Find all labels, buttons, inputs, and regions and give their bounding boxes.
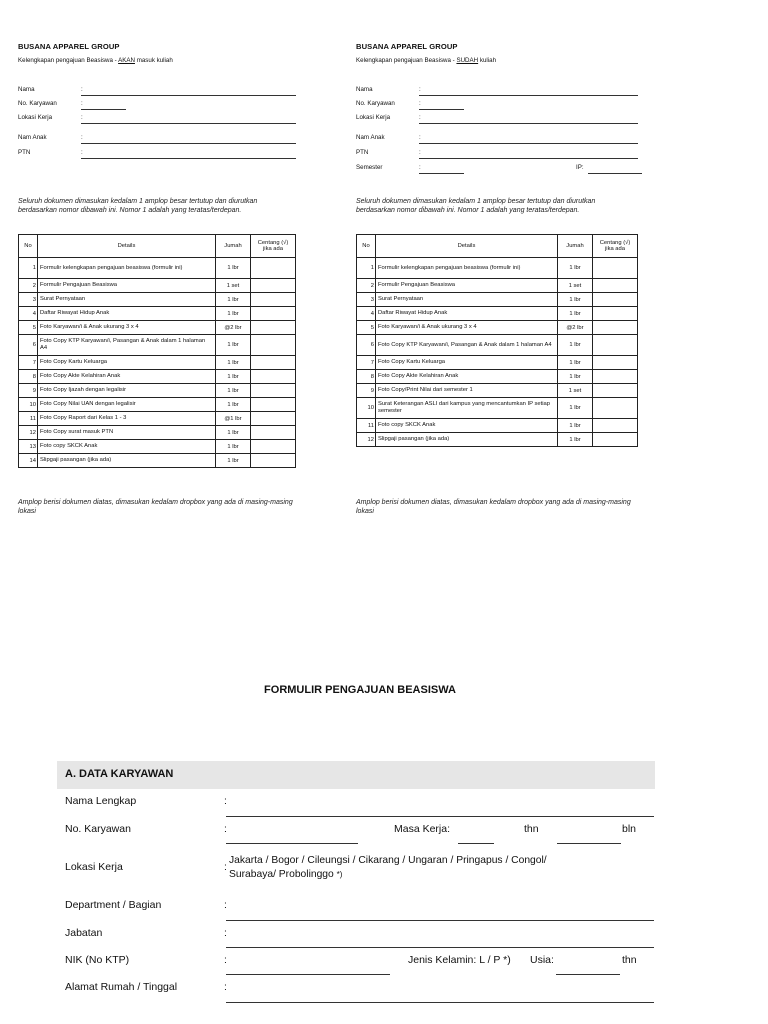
table-row: [357, 419, 638, 433]
row-number: 8: [357, 370, 376, 384]
input-masa-kerja-bln[interactable]: [557, 843, 621, 844]
label-department: Department / Bagian: [65, 899, 162, 911]
row-number: 11: [19, 412, 38, 426]
row-jumlah: 1 lbr: [216, 426, 251, 440]
label-lokasi-kerja: Lokasi Kerja: [65, 861, 123, 873]
row-jumlah: 1 lbr: [558, 370, 593, 384]
unit-bln: bln: [622, 823, 637, 835]
row-number: 12: [357, 433, 376, 447]
table-row: [357, 307, 638, 321]
row-checkbox[interactable]: [251, 279, 296, 293]
row-number: 13: [19, 440, 38, 454]
table-row: [357, 293, 638, 307]
row-checkbox[interactable]: [251, 321, 296, 335]
row-details: Surat Keterangan ASLI dari kampus yang mencantumkan IP setiap semester: [376, 398, 558, 419]
row-details: Surat Pernyataan: [38, 293, 216, 307]
input-no-karyawan[interactable]: [226, 843, 358, 844]
field-semester[interactable]: Semester :: [356, 164, 641, 174]
row-number: 7: [19, 356, 38, 370]
field-lokasi-kerja[interactable]: Lokasi Kerja :: [18, 114, 298, 124]
row-details: Foto copy SKCK Anak: [376, 419, 558, 433]
field-lokasi-kerja[interactable]: Lokasi Kerja :: [356, 114, 641, 124]
table-row: [357, 279, 638, 293]
row-jumlah: 1 lbr: [558, 356, 593, 370]
input-masa-kerja-thn[interactable]: [458, 843, 494, 844]
row-details: Foto Copy/Print Nilai dari semester 1: [376, 384, 558, 398]
footer-note: Amplop berisi dokumen diatas, dimasukan kedalam dropbox yang ada di masing-masing lokasi: [18, 499, 293, 515]
row-checkbox[interactable]: [251, 307, 296, 321]
label-alamat: Alamat Rumah / Tinggal: [65, 981, 178, 993]
row-jumlah: @1 lbr: [216, 412, 251, 426]
row-jumlah: 1 lbr: [216, 258, 251, 279]
row-details: Foto Copy Raport dari Kelas 1 - 3: [38, 412, 216, 426]
row-number: 9: [19, 384, 38, 398]
row-number: 4: [357, 307, 376, 321]
row-details: Foto Copy KTP Karyawan/i, Pasangan & Anak dalam 1 halaman A4: [376, 335, 558, 356]
row-number: 3: [357, 293, 376, 307]
table-row: [357, 433, 638, 447]
unit-thn: thn: [524, 823, 539, 835]
row-checkbox[interactable]: [251, 412, 296, 426]
row-jumlah: @2 lbr: [558, 321, 593, 335]
row-checkbox[interactable]: [251, 370, 296, 384]
input-department[interactable]: [226, 920, 654, 921]
row-checkbox[interactable]: [593, 370, 638, 384]
label-nik: NIK (No KTP): [65, 954, 130, 966]
table-row: [19, 335, 296, 356]
row-jumlah: 1 set: [216, 279, 251, 293]
input-jabatan[interactable]: [226, 947, 654, 948]
row-checkbox[interactable]: [593, 384, 638, 398]
row-number: 6: [19, 335, 38, 356]
table-row: [19, 426, 296, 440]
row-details: Foto Karyawan/i & Anak ukurang 3 x 4: [376, 321, 558, 335]
footer-note: Amplop berisi dokumen diatas, dimasukan kedalam dropbox yang ada di masing-masing lokasi: [356, 499, 631, 515]
table-row: [357, 384, 638, 398]
section-header: A. DATA KARYAWAN: [57, 761, 655, 789]
row-details: Formulir Pengajuan Beasiswa: [38, 279, 216, 293]
field-nama[interactable]: Nama :: [18, 86, 298, 96]
table-row: [357, 356, 638, 370]
row-number: 2: [19, 279, 38, 293]
row-jumlah: 1 lbr: [216, 335, 251, 356]
row-details: Slipgaji pasangan (jika ada): [38, 454, 216, 468]
table-row: [19, 279, 296, 293]
row-jumlah: 1 lbr: [558, 419, 593, 433]
row-jumlah: @2 lbr: [216, 321, 251, 335]
row-checkbox[interactable]: [593, 356, 638, 370]
header-centang: Centang (√) jika ada: [593, 235, 638, 258]
label-jabatan: Jabatan: [65, 927, 103, 939]
table-row: [357, 335, 638, 356]
row-checkbox[interactable]: [593, 307, 638, 321]
row-checkbox[interactable]: [593, 433, 638, 447]
instruction-note: Seluruh dokumen dimasukan kedalam 1 amplop besar tertutup dan diurutkan berdasarkan nomor dibawah ini. Nomor 1 adalah yang teratas/terdepan.: [18, 198, 258, 214]
table-row: [19, 454, 296, 468]
table-row: [19, 384, 296, 398]
field-ptn[interactable]: PTN :: [356, 149, 641, 159]
table-row: [19, 398, 296, 412]
row-details: Foto Copy Kartu Keluarga: [38, 356, 216, 370]
row-jumlah: 1 lbr: [558, 398, 593, 419]
table-row: [357, 321, 638, 335]
row-checkbox[interactable]: [593, 279, 638, 293]
field-no-karyawan[interactable]: No. Karyawan :: [356, 100, 641, 110]
row-checkbox[interactable]: [251, 398, 296, 412]
row-checkbox[interactable]: [593, 293, 638, 307]
row-number: 7: [357, 356, 376, 370]
row-number: 1: [19, 258, 38, 279]
row-number: 10: [19, 398, 38, 412]
row-details: Foto Copy Akte Kelahiran Anak: [38, 370, 216, 384]
row-number: 1: [357, 258, 376, 279]
table-row: [19, 307, 296, 321]
header-details: Details: [376, 235, 558, 258]
lokasi-options[interactable]: Jakarta / Bogor / Cileungsi / Cikarang / Ungaran / Pringapus / Congol/ Surabaya/ Probolinggo *): [229, 855, 547, 880]
row-details: Daftar Riwayat Hidup Anak: [38, 307, 216, 321]
row-details: Foto Karyawan/i & Anak ukurang 3 x 4: [38, 321, 216, 335]
checklist-subtitle: Kelengkapan pengajuan Beasiswa - AKAN masuk kuliah: [18, 57, 173, 64]
table-row: [19, 370, 296, 384]
header-centang: Centang (√) jika ada: [251, 235, 296, 258]
field-nama-anak[interactable]: Nam Anak :: [356, 134, 641, 144]
row-checkbox[interactable]: [251, 356, 296, 370]
row-checkbox[interactable]: [251, 454, 296, 468]
row-number: 14: [19, 454, 38, 468]
row-jumlah: 1 lbr: [216, 384, 251, 398]
row-checkbox[interactable]: [593, 398, 638, 419]
input-alamat[interactable]: [226, 1002, 654, 1003]
row-details: Surat Pernyataan: [376, 293, 558, 307]
label-usia: Usia:: [530, 954, 554, 966]
row-number: 3: [19, 293, 38, 307]
row-jumlah: 1 lbr: [558, 293, 593, 307]
field-nama[interactable]: Nama :: [356, 86, 641, 96]
row-details: Formulir Pengajuan Beasiswa: [376, 279, 558, 293]
row-checkbox[interactable]: [593, 335, 638, 356]
input-nama-lengkap[interactable]: [226, 816, 654, 817]
table-row: [19, 293, 296, 307]
row-jumlah: 1 lbr: [558, 335, 593, 356]
document-checklist-table: [18, 234, 296, 468]
row-jumlah: 1 lbr: [216, 454, 251, 468]
row-details: Foto Copy Ijazah dengan legalisir: [38, 384, 216, 398]
table-row: [19, 258, 296, 279]
row-details: Foto Copy surat masuk PTN: [38, 426, 216, 440]
row-number: 10: [357, 398, 376, 419]
row-number: 5: [357, 321, 376, 335]
row-number: 12: [19, 426, 38, 440]
row-details: Foto Copy KTP Karyawan/i, Pasangan & Anak dalam 1 halaman A4: [38, 335, 216, 356]
row-number: 6: [357, 335, 376, 356]
row-details: Formulir kelengkapan pengajuan beasiswa (formulir ini): [376, 258, 558, 279]
field-no-karyawan[interactable]: No. Karyawan :: [18, 100, 298, 110]
row-details: Foto Copy Nilai UAN dengan legalisir: [38, 398, 216, 412]
row-jumlah: 1 lbr: [216, 370, 251, 384]
row-details: Formulir kelengkapan pengajuan beasiswa (formulir ini): [38, 258, 216, 279]
row-checkbox[interactable]: [593, 321, 638, 335]
row-checkbox[interactable]: [251, 384, 296, 398]
ip-label: IP:: [576, 164, 584, 171]
row-checkbox[interactable]: [593, 419, 638, 433]
label-no-karyawan: No. Karyawan: [65, 823, 131, 835]
field-nama-anak[interactable]: Nam Anak :: [18, 134, 298, 144]
header-jumlah: Jumah: [558, 235, 593, 258]
row-checkbox[interactable]: [251, 258, 296, 279]
row-details: Foto Copy Akte Kelahiran Anak: [376, 370, 558, 384]
table-row: [357, 398, 638, 419]
row-jumlah: 1 lbr: [216, 356, 251, 370]
row-details: Slipgaji pasangan (jika ada): [376, 433, 558, 447]
header-details: Details: [38, 235, 216, 258]
header-no: No: [357, 235, 376, 258]
table-row: [357, 370, 638, 384]
row-jumlah: 1 lbr: [558, 307, 593, 321]
document-checklist-table: [356, 234, 638, 447]
row-jumlah: 1 lbr: [216, 307, 251, 321]
row-jumlah: 1 lbr: [216, 440, 251, 454]
row-checkbox[interactable]: [251, 426, 296, 440]
checklist-subtitle: Kelengkapan pengajuan Beasiswa - SUDAH kuliah: [356, 57, 497, 64]
row-checkbox[interactable]: [251, 335, 296, 356]
label-masa-kerja: Masa Kerja:: [394, 823, 451, 835]
row-checkbox[interactable]: [593, 258, 638, 279]
row-number: 2: [357, 279, 376, 293]
row-jumlah: 1 lbr: [558, 433, 593, 447]
table-row: [357, 258, 638, 279]
label-nama-lengkap: Nama Lengkap: [65, 795, 137, 807]
table-row: [19, 412, 296, 426]
input-usia[interactable]: [556, 974, 620, 975]
row-number: 5: [19, 321, 38, 335]
subtitle-key: AKAN: [118, 57, 135, 64]
row-jumlah: 1 set: [558, 384, 593, 398]
table-row: [19, 321, 296, 335]
instruction-note: Seluruh dokumen dimasukan kedalam 1 amplop besar tertutup dan diurutkan berdasarkan nomor dibawah ini. Nomor 1 adalah yang teratas/terdepan.: [356, 198, 596, 214]
row-details: Daftar Riwayat Hidup Anak: [376, 307, 558, 321]
subtitle-key: SUDAH: [456, 57, 479, 64]
row-jumlah: 1 set: [558, 279, 593, 293]
unit-usia-thn: thn: [622, 954, 637, 966]
company-name: BUSANA APPAREL GROUP: [356, 42, 458, 51]
row-jumlah: 1 lbr: [558, 258, 593, 279]
row-details: Foto copy SKCK Anak: [38, 440, 216, 454]
table-row: [19, 356, 296, 370]
row-number: 9: [357, 384, 376, 398]
form-title: FORMULIR PENGAJUAN BEASISWA: [264, 684, 456, 696]
input-nik[interactable]: [226, 974, 390, 975]
row-number: 11: [357, 419, 376, 433]
row-number: 8: [19, 370, 38, 384]
row-checkbox[interactable]: [251, 440, 296, 454]
label-jenis-kelamin: Jenis Kelamin: L / P *): [408, 954, 511, 966]
row-details: Foto Copy Kartu Keluarga: [376, 356, 558, 370]
row-number: 4: [19, 307, 38, 321]
header-no: No: [19, 235, 38, 258]
row-checkbox[interactable]: [251, 293, 296, 307]
company-name: BUSANA APPAREL GROUP: [18, 42, 120, 51]
row-jumlah: 1 lbr: [216, 293, 251, 307]
row-jumlah: 1 lbr: [216, 398, 251, 412]
field-ip[interactable]: [576, 164, 584, 171]
table-row: [19, 440, 296, 454]
header-jumlah: Jumah: [216, 235, 251, 258]
field-ptn[interactable]: PTN :: [18, 149, 298, 159]
